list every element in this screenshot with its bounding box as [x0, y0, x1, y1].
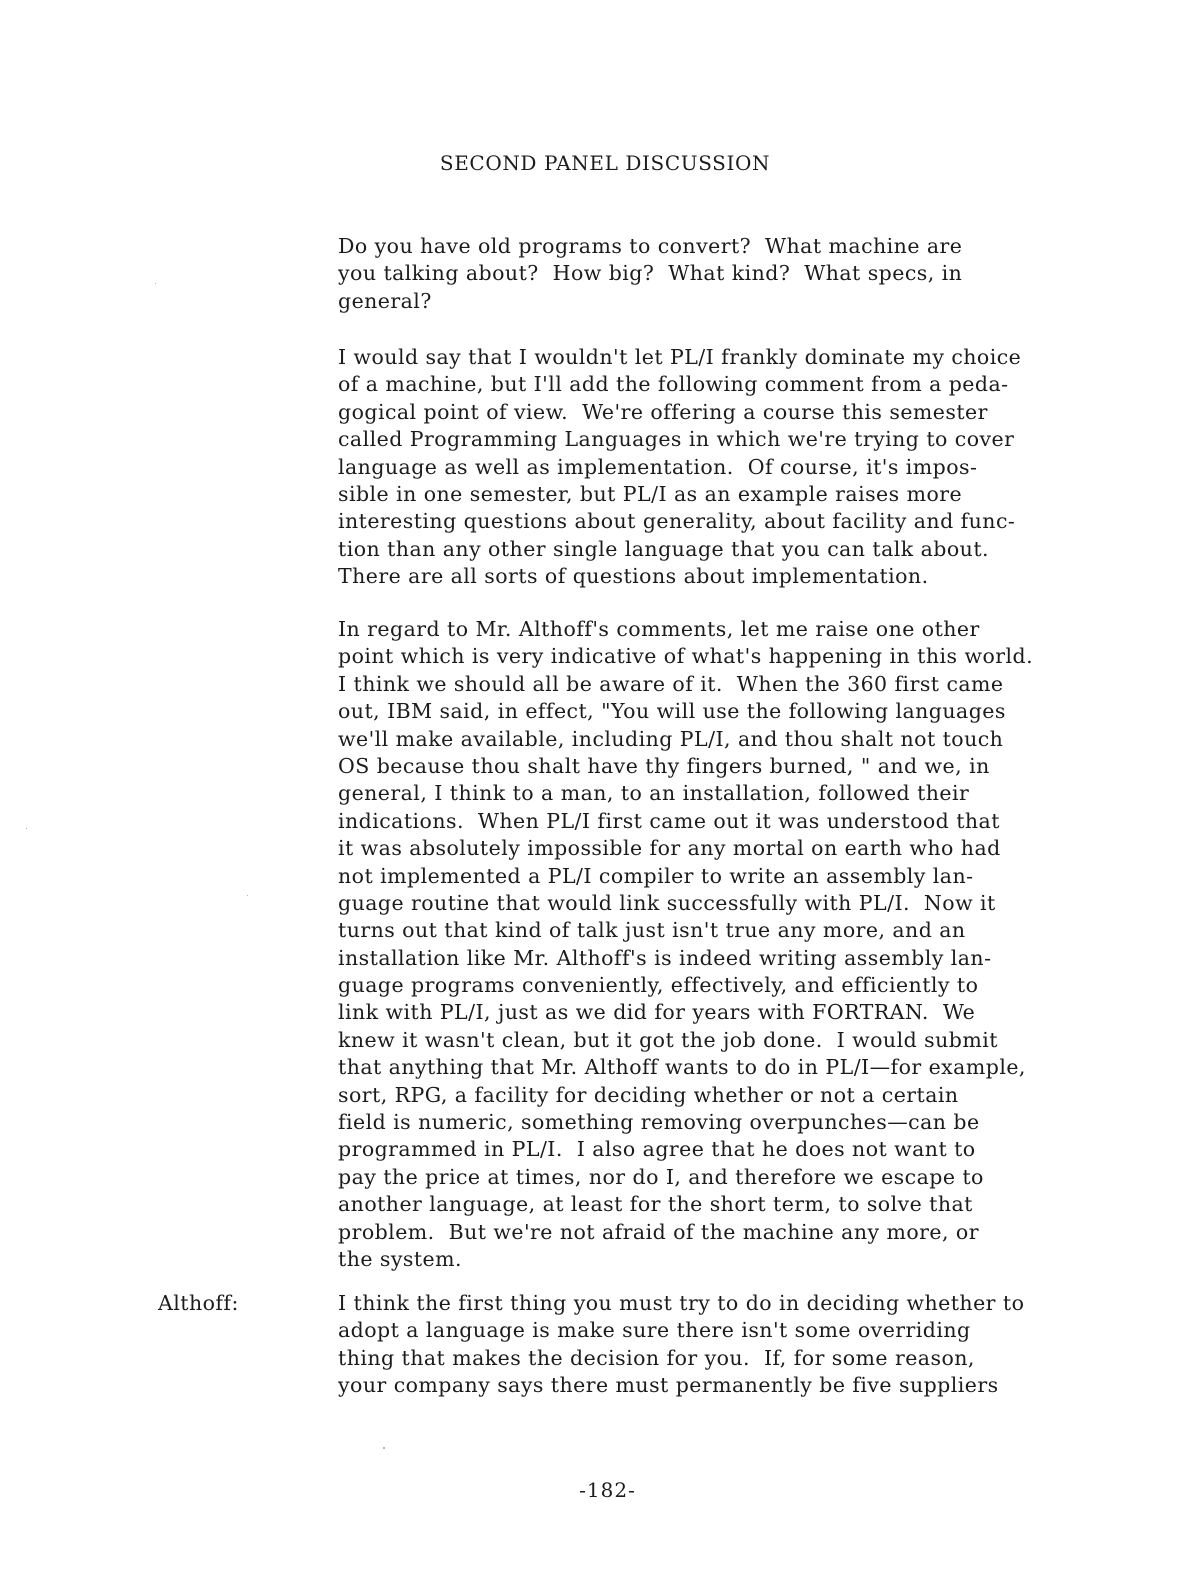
text-line: the system. — [338, 1246, 462, 1271]
text-line: field is numeric, something removing overpunches—can be — [338, 1110, 980, 1135]
text-line: sible in one semester, but PL/I as an example raises more — [338, 481, 963, 506]
text-line: of a machine, but I'll add the following comment from a peda- — [338, 372, 1009, 397]
text-line: your company says there must permanently be five suppliers — [338, 1373, 999, 1398]
text-line: that anything that Mr. Althoff wants to do in PL/I—for example, — [338, 1055, 1026, 1080]
text-line: I think the first thing you must try to do in deciding whether to — [338, 1291, 1025, 1315]
text-line: language as well as implementation. Of course, it's impos- — [338, 454, 978, 479]
text-line: sort, RPG, a facility for deciding whether or not a certain — [338, 1082, 959, 1107]
text-line: out, IBM said, in effect, "You will use the following languages — [338, 699, 1006, 724]
text-line: gogical point of view. We're offering a course this semester — [338, 399, 988, 424]
text-line: we'll make available, including PL/I, and thou shalt not touch — [338, 726, 1004, 751]
text-line: knew it wasn't clean, but it got the job done. I would submit — [338, 1027, 998, 1052]
text-line: not implemented a PL/I compiler to write an assembly lan- — [338, 863, 974, 888]
text-line: I would say that I wouldn't let PL/I frankly dominate my choice — [338, 345, 1022, 369]
speaker-label: Althoff: — [158, 1291, 239, 1315]
text-line: it was absolutely impossible for any mortal on earth who had — [338, 836, 1001, 861]
paragraph — [338, 616, 1138, 1273]
text-line: tion than any other single language that you can talk about. — [338, 536, 989, 561]
scan-speck — [247, 895, 248, 896]
text-line: point which is very indicative of what's happening in this world. — [338, 644, 1034, 669]
page-title: SECOND PANEL DISCUSSION — [439, 151, 771, 175]
text-line: Do you have old programs to convert? What machine are — [338, 234, 963, 258]
text-line: indications. When PL/I first came out it was understood that — [338, 808, 1000, 833]
text-line: thing that makes the decision for you. If, for some reason, — [338, 1345, 975, 1370]
page-number: -182- — [579, 1478, 636, 1502]
paragraph — [338, 1290, 1138, 1400]
scan-speck — [383, 1447, 385, 1449]
text-line: OS because thou shalt have thy fingers burned, " and we, in — [338, 753, 990, 778]
text-line: There are all sorts of questions about implementation. — [338, 564, 929, 589]
paragraph — [338, 233, 1138, 315]
text-line: interesting questions about generality, about facility and func- — [338, 509, 1016, 534]
text-line: guage routine that would link successfully with PL/I. Now it — [338, 890, 996, 915]
text-line: another language, at least for the short term, to solve that — [338, 1192, 973, 1217]
text-line: problem. But we're not afraid of the machine any more, or — [338, 1219, 979, 1244]
text-line: turns out that kind of talk just isn't true any more, and an — [338, 918, 966, 943]
text-line: pay the price at times, nor do I, and therefore we escape to — [338, 1164, 984, 1189]
text-line: general, I think to a man, to an installation, followed their — [338, 781, 970, 806]
scan-speck — [26, 828, 27, 829]
text-line: you talking about? How big? What kind? What specs, in — [338, 261, 963, 286]
text-line: programmed in PL/I. I also agree that he does not want to — [338, 1137, 976, 1162]
text-line: general? — [338, 288, 432, 313]
text-line: called Programming Languages in which we're trying to cover — [338, 427, 1015, 452]
text-line: In regard to Mr. Althoff's comments, let me raise one other — [338, 617, 980, 641]
text-line: guage programs conveniently, effectively, and efficiently to — [338, 973, 979, 998]
text-line: I think we should all be aware of it. When the 360 first came — [338, 671, 1004, 696]
paragraph — [338, 344, 1138, 591]
text-line: adopt a language is make sure there isn't some overriding — [338, 1318, 971, 1343]
scan-speck — [155, 283, 156, 284]
text-line: link with PL/I, just as we did for years with FORTRAN. We — [338, 1000, 976, 1025]
text-line: installation like Mr. Althoff's is indeed writing assembly lan- — [338, 945, 992, 970]
